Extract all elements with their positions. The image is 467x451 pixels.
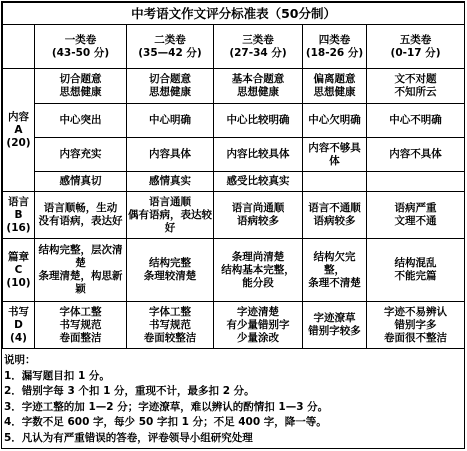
table-cell: 语病严重 文理不通 [367,192,465,239]
category-score: (4) [10,331,27,344]
table-row [3,192,465,239]
category-structure [3,239,35,302]
table-cell: 切合题意 思想健康 [35,69,127,104]
levels-header-row [3,25,465,69]
table-row [3,172,465,192]
level-header [35,25,127,69]
level-header [127,25,214,69]
table-cell: 字体工整 书写规范 卷面整洁 [35,302,127,349]
table-cell: 结构完整，层次清 楚 条理清楚，构思新 颖 [35,239,127,302]
table-cell [367,172,465,192]
table-cell: 文不对题 不知所云 [367,69,465,104]
category-content [3,69,35,192]
table-row [3,69,465,104]
category-language [3,192,35,239]
level-range: (35—42 分) [138,46,202,59]
table-cell: 偏离题意 思想健康 [303,69,367,104]
corner-cell [3,25,35,69]
category-label: 内容 A [8,110,29,136]
category-score: (16) [6,221,31,234]
level-name: 五类卷 [399,33,432,46]
table-cell: 语言通顺 偶有语病，表达较 好 [127,192,214,239]
table-cell: 内容不够具 体 [303,138,367,172]
notes-section [4,353,462,446]
table-cell: 语言顺畅，生动 没有语病，表达好 [35,192,127,239]
level-header [367,25,465,69]
category-label: 语言 B [8,195,29,221]
level-range: (27-34 分) [229,46,287,59]
table-cell: 字体工整 书写规范 卷面较整洁 [127,302,214,349]
table-row [3,239,465,302]
table-cell: 切合题意 思想健康 [127,69,214,104]
table-cell: 条理尚清楚 结构基本完整， 能分段 [214,239,303,302]
table-cell: 基本合题意 思想健康 [214,69,303,104]
table-row [3,302,465,349]
scoring-table [2,2,465,349]
table-cell: 中心明确 [127,104,214,138]
table-cell: 感受比较真实 [214,172,303,192]
level-name: 一类卷 [64,33,97,46]
table-cell: 结构混乱 不能完篇 [367,239,465,302]
table-cell: 感情真实 [127,172,214,192]
category-score: (10) [6,276,31,289]
note-item: 2．错别字每 3 个扣 1 分，重现不计，最多扣 2 分。 [4,385,255,397]
table-cell [303,172,367,192]
table-title: 中考语文作文评分标准表（50分制） [3,3,465,25]
notes-heading: 说明： [4,354,36,366]
table-cell: 中心突出 [35,104,127,138]
level-range: (18-26 分) [305,46,364,59]
table-cell: 内容充实 [35,138,127,172]
category-writing [3,302,35,349]
table-cell: 语言尚通顺 语病较多 [214,192,303,239]
table-row [3,104,465,138]
scoring-sheet [1,1,465,449]
table-cell: 内容不具体 [367,138,465,172]
table-cell: 结构完整 条理较清楚 [127,239,214,302]
level-range: (43-50 分) [51,46,110,59]
table-cell: 中心不明确 [367,104,465,138]
title-row [3,3,465,25]
level-name: 三类卷 [242,33,274,46]
table-cell: 内容具体 [127,138,214,172]
table-cell: 中心比较明确 [214,104,303,138]
table-cell: 感情真切 [35,172,127,192]
category-label: 篇章 C [8,250,29,276]
table-row [3,138,465,172]
table-cell: 内容比较具体 [214,138,303,172]
category-score: (20) [6,136,31,149]
note-item: 1．漏写题目扣 1 分。 [4,369,110,382]
note-item: 5．凡认为有严重错误的答卷，评卷领导小组研究处理 [4,431,253,444]
note-item: 3．字迹工整的加 1—2 分；字迹潦草，难以辨认的酌情扣 1—3 分。 [4,400,329,413]
level-header [214,25,303,69]
level-header [303,25,367,69]
table-cell: 中心欠明确 [303,104,367,138]
table-cell: 字迹潦草 错别字较多 [303,302,367,349]
table-cell: 字迹清楚 有少量错别字 少量涂改 [214,302,303,349]
table-cell: 结构欠完 整， 条理不清楚 [303,239,367,302]
table-cell: 字迹不易辨认 错别字多 卷面很不整洁 [367,302,465,349]
table-cell: 语言不通顺 语病较多 [303,192,367,239]
level-name: 四类卷 [318,33,351,46]
note-item: 4．字数不足 600 字，每少 50 字扣 1 分；不足 400 字，降一等。 [4,416,327,428]
level-name: 二类卷 [154,33,186,46]
level-range: (0-17 分) [390,46,441,59]
category-label: 书写 D [8,305,29,331]
